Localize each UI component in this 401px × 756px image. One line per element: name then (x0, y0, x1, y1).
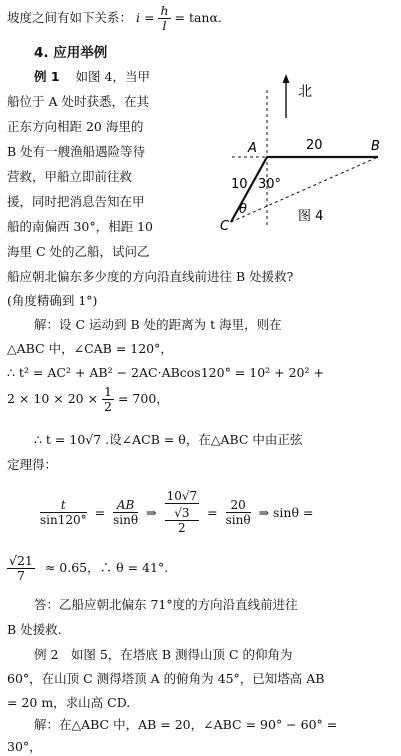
ex1-line-4: B 处有一艘渔船遇险等待 (7, 144, 146, 159)
eq-frac-4 (226, 498, 251, 527)
intro-fraction (158, 4, 170, 33)
label-ac-10: 10 (231, 177, 248, 192)
ex1-line-10: (角度精确到 1°) (7, 293, 98, 308)
ex2-line-4: 解：在△ABC 中，AB = 20，∠ABC = 90° − 60° = (34, 717, 338, 732)
eq-f4-den: sinθ (225, 512, 251, 527)
ex1-line-1 (34, 68, 150, 86)
section-title: 4. 应用举例 (34, 45, 108, 61)
sol1-l7-post: ≈ 0.65，∴ θ = 41°. (44, 560, 169, 575)
label-c: C (220, 219, 230, 234)
sol1-l4-post: = 700， (117, 391, 169, 406)
label-angle-30: 30° (258, 177, 282, 192)
intro-var-i: i (136, 10, 140, 25)
sol1-line-5: ∴ t = 10√7 .设∠ACB = θ，在△ABC 中由正弦 (34, 432, 303, 447)
north-label: 北 (298, 84, 312, 100)
sol1-l4-pre: 2 × 10 × 20 × (7, 391, 99, 406)
ex1-line-9: 船应朝北偏东多少度的方向沿直线前进往 B 处援救? (7, 269, 294, 284)
eq-frac-1 (40, 498, 87, 527)
ex2-line-1: 例 2 如图 5，在塔底 B 测得山顶 C 的仰角为 (34, 647, 293, 662)
eq-f3-num: 10√7 (166, 489, 198, 503)
ex2-line-3: = 20 m，求山高 CD. (7, 695, 131, 710)
label-ab-20: 20 (306, 138, 323, 153)
ex1-line-7: 船的南偏西 30°，相距 10 (7, 219, 154, 234)
label-a: A (248, 141, 257, 156)
figure-caption: 图 4 (298, 209, 324, 224)
eq-arrow-1: ⇒ (146, 504, 157, 520)
eq-f1-den: sin120° (40, 512, 87, 527)
intro-tan: = tanα. (174, 10, 222, 25)
ex1-line-8: 海里 C 处的乙船，试问乙 (7, 244, 150, 259)
sol1-line-2: △ABC 中，∠CAB = 120°， (7, 341, 173, 356)
half-den: 2 (104, 399, 112, 414)
ex1-line-6: 援，同时把消息告知在甲 (7, 194, 145, 209)
eq-frac-2 (113, 498, 138, 527)
eq-f3-den (165, 506, 200, 535)
ex1-line-3: 正东方向相距 20 海里的 (7, 119, 144, 134)
eq-equals-2: = (207, 504, 218, 520)
intro-equals: = (143, 10, 155, 25)
eq-equals-1: = (94, 504, 106, 520)
intro-line (7, 4, 222, 33)
north-arrowhead (283, 74, 290, 83)
half-fraction (102, 385, 114, 414)
ex2-line-2: 60°，在山顶 C 测得塔顶 A 的俯角为 45°，已知塔高 AB (7, 671, 325, 686)
sin-result-den: 7 (16, 568, 25, 583)
sin-result-fraction (7, 554, 35, 583)
eq-f1-num: t (40, 498, 87, 513)
ex2-line-5: 30°， (7, 739, 42, 754)
intro-text: 坡度之间有如下关系： (7, 10, 133, 25)
answer-line-1: 答：乙船应朝北偏东 71°度的方向沿直线前进往 (34, 597, 298, 612)
eq-f3-den-num: √3 (165, 506, 200, 521)
ex1-line-2: 船位于 A 处时获悉，在其 (7, 94, 149, 109)
eq-f4-num: 20 (226, 498, 251, 513)
intro-fraction-den: l (162, 18, 167, 33)
eq-f3-den-den: 2 (178, 521, 186, 535)
sine-law-equation (40, 480, 396, 544)
figure-4 (222, 70, 398, 240)
eq-f2-den: sinθ (113, 512, 139, 527)
eq-arrow-2: ⇒ sinθ = (258, 504, 314, 520)
answer-line-2: B 处援救. (7, 622, 62, 637)
sol1-line-1: 解：设 C 运动到 B 处的距离为 t 海里，则在 (34, 317, 282, 332)
sol1-line-6: 定理得： (7, 457, 58, 472)
label-theta: θ (239, 202, 247, 217)
half-num: 1 (104, 384, 112, 399)
ex1-line-5: 营救，甲船立即前往救 (7, 169, 133, 184)
sin-result-num: √21 (9, 553, 33, 568)
sol1-line-4 (7, 382, 169, 416)
eq-frac-3 (165, 489, 200, 535)
ex1-text-1: 如图 4，当甲 (75, 69, 150, 84)
eq-f2-num: AB (113, 498, 138, 513)
intro-fraction-num: h (160, 3, 169, 18)
ex1-label: 例 1 (34, 69, 60, 84)
label-b: B (371, 139, 380, 154)
sol1-line-7 (7, 552, 168, 584)
sol1-line-3: ∴ t² = AC² + AB² − 2AC·ABcos120° = 10² + 20² + (7, 365, 324, 380)
